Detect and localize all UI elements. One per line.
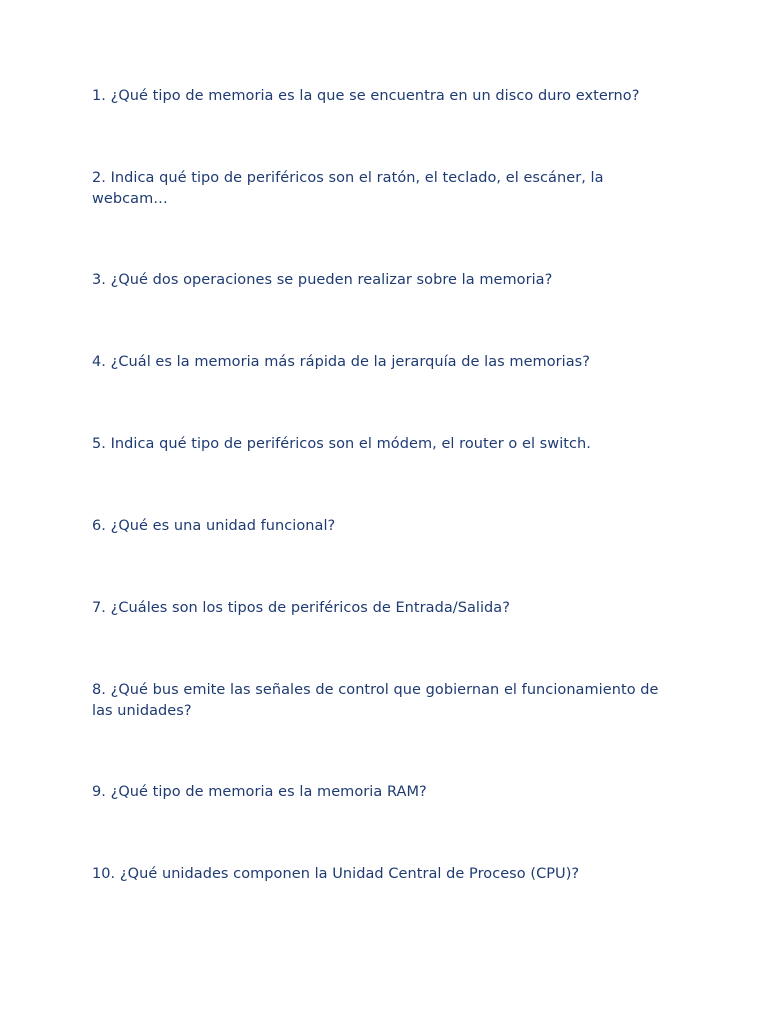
question-8: 8. ¿Qué bus emite las señales de control que gobiernan el funcionamiento de las unidades? <box>92 682 659 719</box>
question-5: 5. Indica qué tipo de periféricos son el módem, el router o el switch. <box>92 436 591 452</box>
question-1: 1. ¿Qué tipo de memoria es la que se encuentra en un disco duro externo? <box>92 88 640 104</box>
question-2: 2. Indica qué tipo de periféricos son el ratón, el teclado, el escáner, la webcam… <box>92 170 604 207</box>
question-3: 3. ¿Qué dos operaciones se pueden realizar sobre la memoria? <box>92 272 553 288</box>
question-4: 4. ¿Cuál es la memoria más rápida de la jerarquía de las memorias? <box>92 354 591 370</box>
question-7: 7. ¿Cuáles son los tipos de periféricos de Entrada/Salida? <box>92 600 510 616</box>
question-10: 10. ¿Qué unidades componen la Unidad Central de Proceso (CPU)? <box>92 866 580 882</box>
question-9: 9. ¿Qué tipo de memoria es la memoria RAM? <box>92 784 427 800</box>
question-6: 6. ¿Qué es una unidad funcional? <box>92 518 336 534</box>
